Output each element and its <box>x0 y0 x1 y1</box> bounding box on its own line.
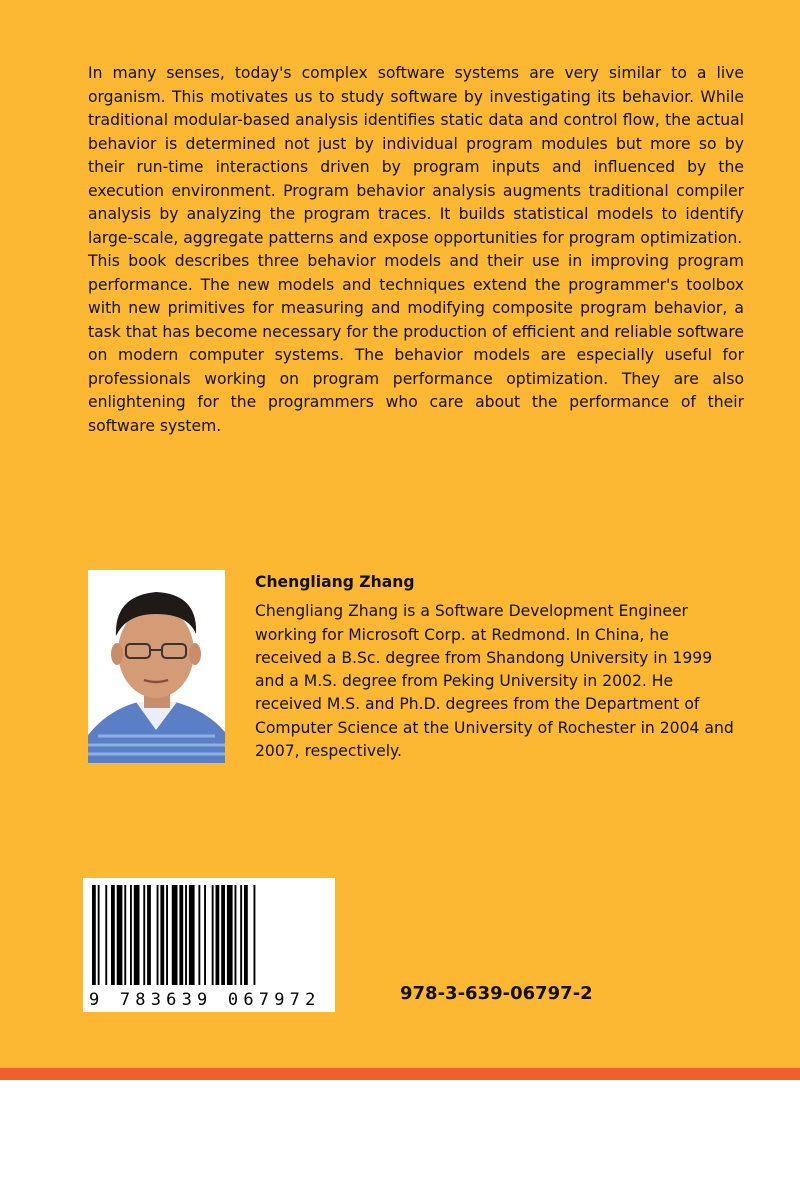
author-bio-text: Chengliang Zhang is a Software Development Engineer working for Microsoft Corp. at Redmond. In China, he received a B.Sc. degree from Shandong University in 1999 and a M.S. degree from Peking University in 2002. He received M.S. and Ph.D. degrees from the Department of Computer Science at the University of Rochester in 2004 and 2007, respectively. <box>255 602 734 761</box>
barcode-bar <box>147 885 151 985</box>
author-bio <box>255 571 735 763</box>
book-description <box>88 62 744 438</box>
barcode-bar <box>98 885 100 985</box>
barcode-bar <box>204 885 206 985</box>
isbn-number: 978-3-639-06797-2 <box>400 983 593 1004</box>
author-photo <box>88 570 225 763</box>
barcode-bar <box>254 885 256 985</box>
barcode-bar <box>244 885 248 985</box>
description-paragraph-2: This book describes three behavior models and their use in improving program performance. The new models and techniques extend the programmer's toolbox with new primitives for measuring and modifying composite program behavior, a task that has become necessary for the production of efficient and reliable software on modern computer systems. The behavior models are especially useful for professionals working on program performance optimization. They are also enlightening for the programmers who care about the performance of their software system. <box>88 252 744 435</box>
barcode-bar <box>134 885 140 985</box>
author-name: Chengliang Zhang <box>255 573 415 591</box>
barcode-bar <box>179 885 183 985</box>
orange-stripe <box>0 1068 800 1080</box>
barcode-digits: 9 783639 067972 <box>89 990 321 1010</box>
barcode-bar <box>111 885 115 985</box>
barcode-bar <box>105 885 107 985</box>
barcode-bar <box>198 885 200 985</box>
description-paragraph-1: In many senses, today's complex software systems are very similar to a live organism. This motivates us to study software by investigating its behavior. While traditional modular-based analysis identifies static data and control flow, the actual behavior is determined not just by individual program modules but more so by their run-time interactions driven by program inputs and influenced by the execution environment. Program behavior analysis augments traditional compiler analysis by analyzing the program traces. It builds statistical models to identify large-scale, aggregate patterns and expose opportunities for program optimization. <box>88 64 744 247</box>
barcode-bar <box>172 885 178 985</box>
barcode-bar <box>124 885 126 985</box>
barcode-bar <box>166 885 168 985</box>
barcode-bar <box>227 885 233 985</box>
barcode-bar <box>130 885 132 985</box>
barcode-bar <box>92 885 96 985</box>
barcode-bar <box>240 885 242 985</box>
barcode-bar <box>212 885 214 985</box>
barcode-bar <box>160 885 164 985</box>
barcode-bar <box>235 885 237 985</box>
barcode-bar <box>216 885 220 985</box>
barcode-bar <box>143 885 145 985</box>
barcode <box>83 878 335 1012</box>
barcode-bar <box>117 885 123 985</box>
barcode-bar <box>185 885 187 985</box>
barcode-bar <box>157 885 159 985</box>
barcode-bar <box>189 885 195 985</box>
author-portrait-icon <box>88 570 225 763</box>
barcode-bar <box>221 885 225 985</box>
